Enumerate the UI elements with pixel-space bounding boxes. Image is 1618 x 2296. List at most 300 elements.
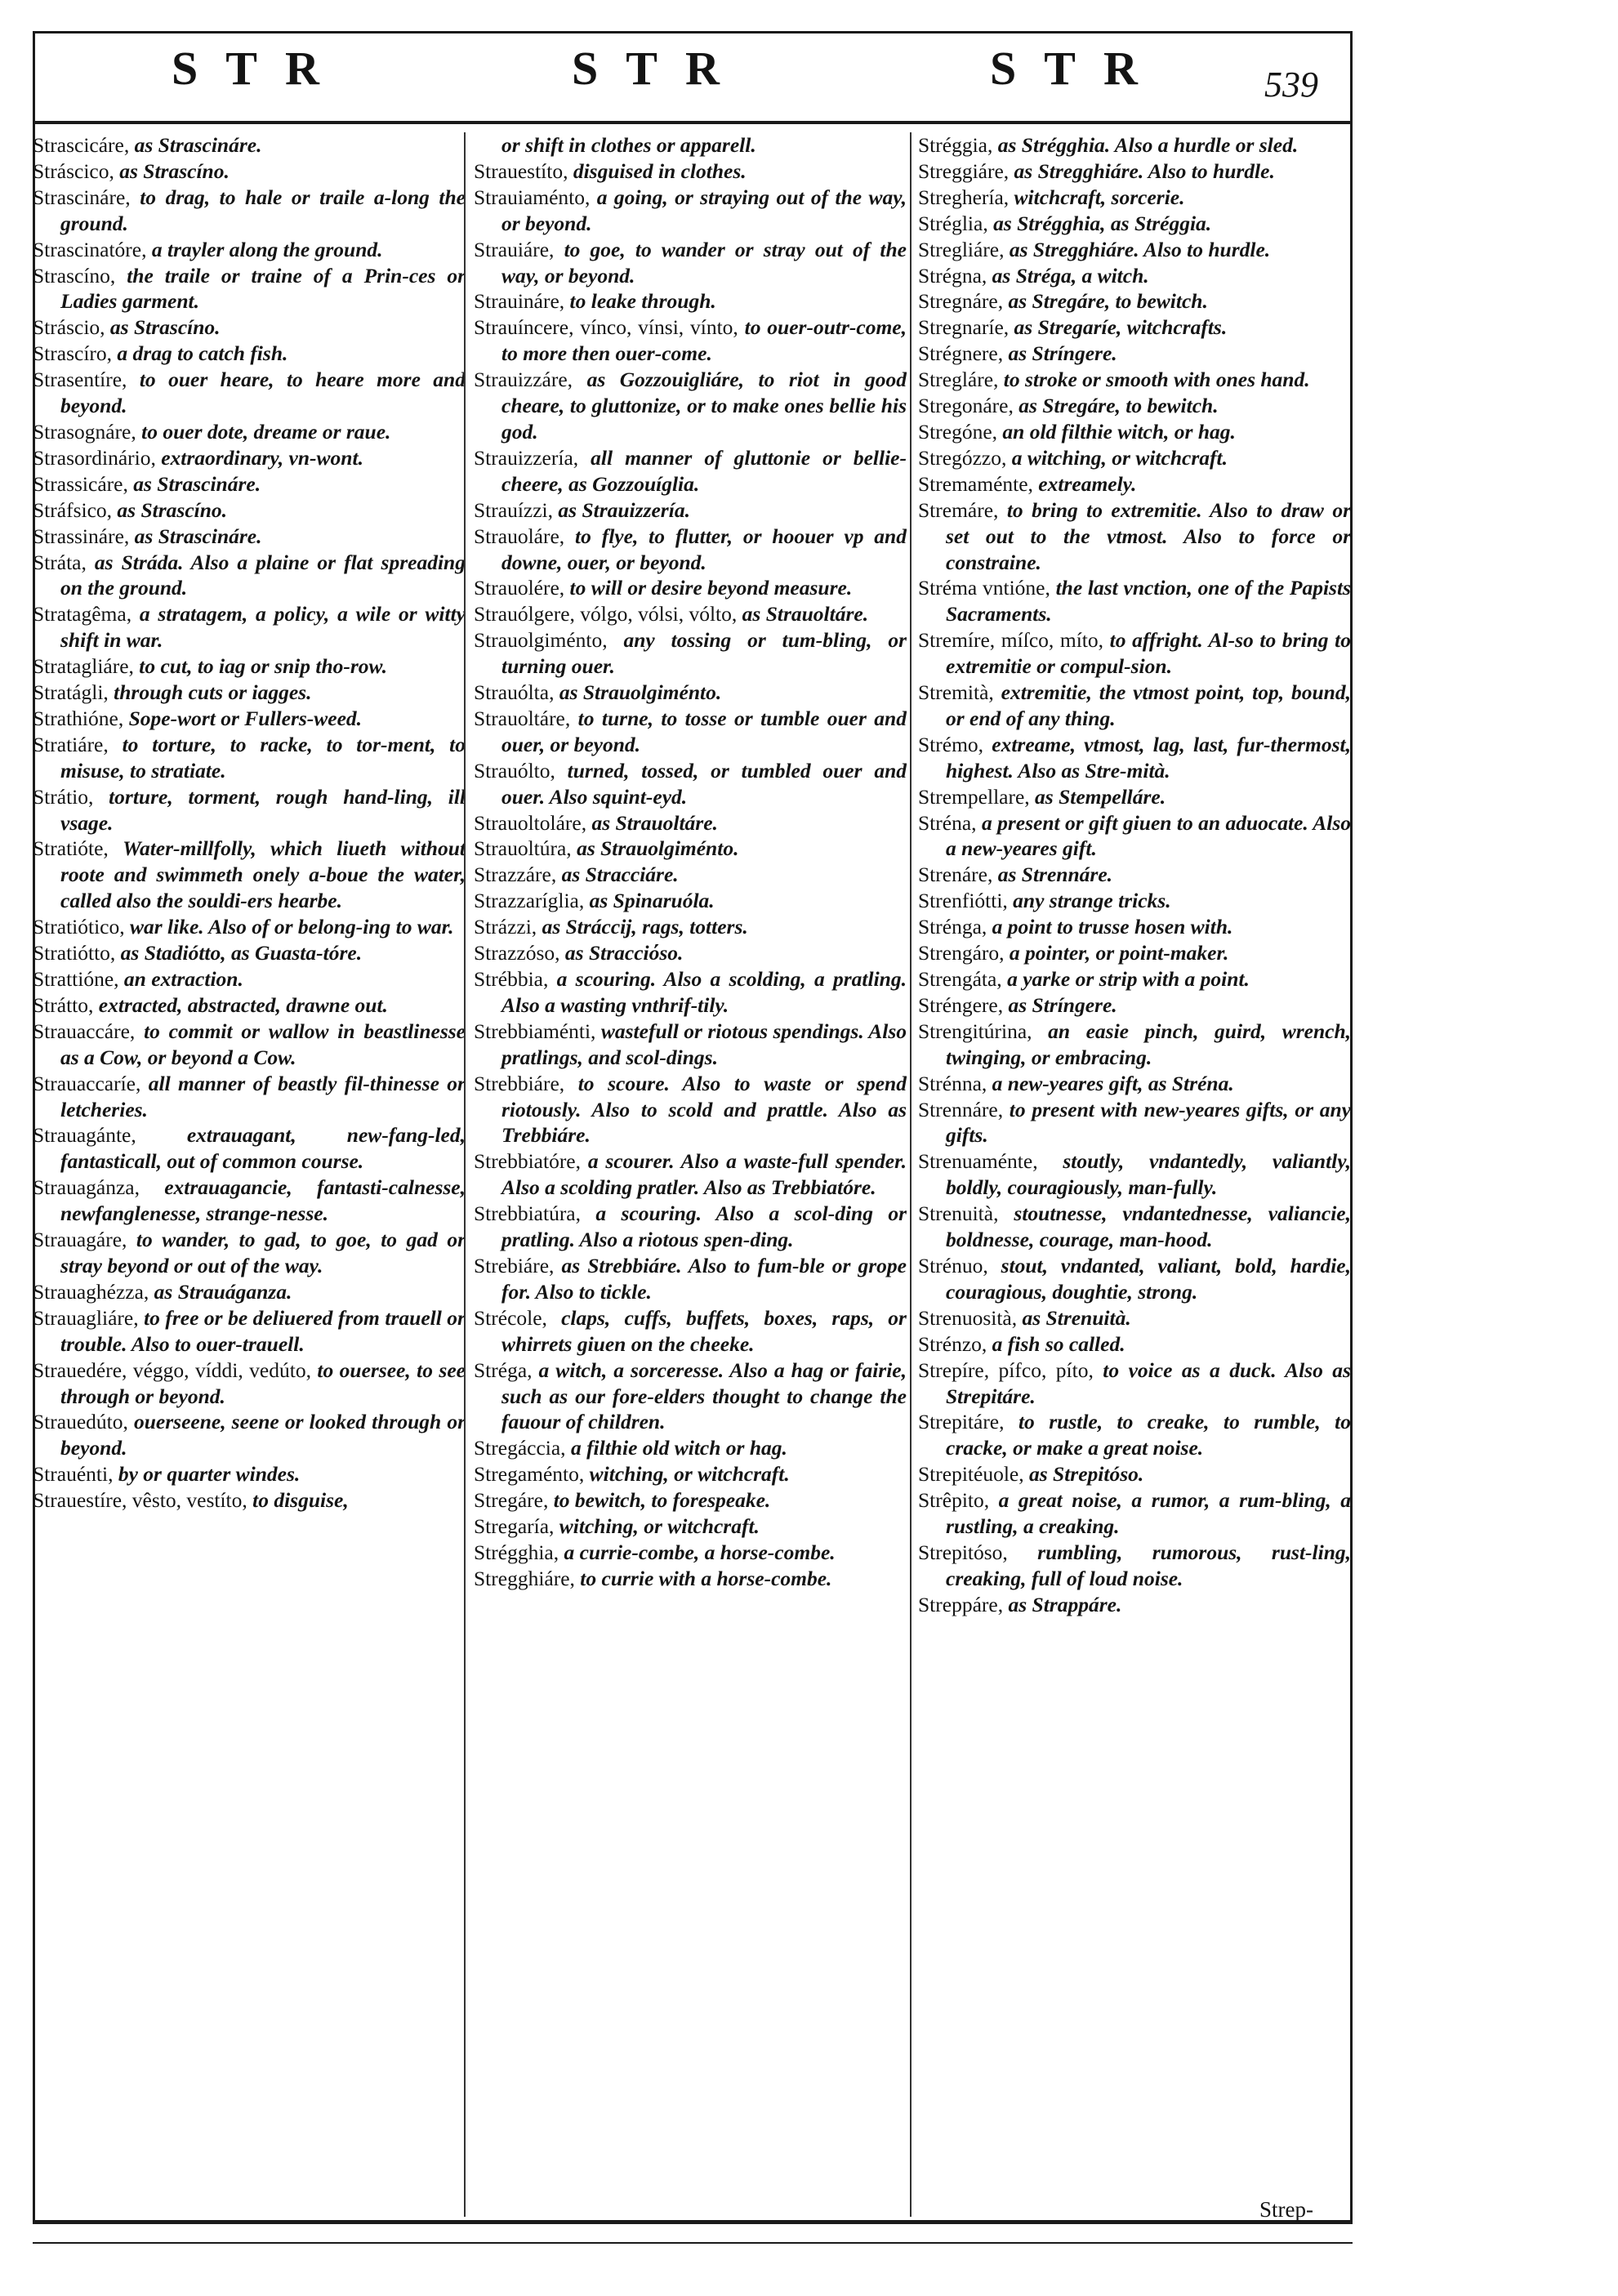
entry-headword: Strenfiótti, — [918, 889, 1014, 913]
entry-headword: Stratiótico, — [33, 915, 130, 939]
dictionary-entry — [33, 367, 466, 419]
dictionary-entry — [918, 1148, 1351, 1201]
entry-gloss: witching, or witchcraft. — [589, 1462, 790, 1487]
entry-headword: Strauíncere, víncο, vínsi, vínto, — [474, 315, 745, 340]
entry-headword: Stremíre, míſco, míto, — [918, 628, 1110, 653]
entry-gloss: extreamely. — [1038, 471, 1137, 496]
entry-headword: Strauaccáre, — [33, 1019, 145, 1043]
entry-gloss: as Strepitóso. — [1028, 1462, 1144, 1487]
dictionary-entry — [918, 1331, 1351, 1358]
entry-headword: Strenuità, — [918, 1201, 1014, 1226]
dictionary-entry — [474, 1019, 907, 1071]
dictionary-entry — [474, 1201, 907, 1253]
entry-gloss: as Strappáre. — [1008, 1592, 1122, 1616]
dictionary-entry — [33, 1122, 466, 1175]
dictionary-entry — [474, 888, 907, 914]
entry-gloss: or shift in clothes or apparell. — [501, 133, 756, 157]
entry-headword: Strenuaménte, — [918, 1149, 1063, 1174]
dictionary-entry — [33, 1279, 466, 1305]
entry-gloss: a witch, a sorceresse. Also a hag or fairie, such as our fore-elders thought to change the fauour of children. — [501, 1358, 907, 1434]
dictionary-entry — [918, 158, 1351, 185]
dictionary-entry — [918, 1409, 1351, 1461]
dictionary-entry — [33, 419, 466, 445]
entry-gloss: witchcraft, sorcerie. — [1014, 185, 1185, 209]
entry-gloss: as Strascíno. — [119, 158, 230, 183]
entry-gloss: as Strenuità. — [1022, 1305, 1131, 1330]
column-middle — [474, 132, 907, 2215]
entry-gloss: as Strauoltáre. — [591, 810, 718, 835]
dictionary-entry — [918, 732, 1351, 784]
entry-gloss: claps, cuffs, buffets, boxes, raps, or whirrets giuen on the cheeke. — [501, 1305, 907, 1356]
entry-headword: Stráfsico, — [33, 497, 118, 522]
entry-headword: Strénzo, — [918, 1331, 992, 1356]
entry-headword: Stréma vntióne, — [918, 576, 1056, 600]
entry-gloss: to torture, to racke, to tor-ment, to misuse, to stratiate. — [60, 732, 466, 782]
entry-headword: Strauedére, véggo, víddi, vedúto, — [33, 1358, 318, 1382]
entry-gloss: a present or gift giuen to an aduocate. Also a new-yeares gift. — [946, 810, 1351, 861]
bottom-rule — [33, 2242, 1353, 2244]
dictionary-entry — [918, 784, 1351, 810]
entry-gloss: as Strauáganza. — [154, 1279, 292, 1304]
entry-gloss: to ouer heare, to heare more and beyond. — [60, 368, 466, 418]
entry-gloss: as Stráccij, rags, totters. — [542, 915, 748, 939]
entry-headword: Streghería, — [918, 185, 1014, 209]
entry-gloss: as Strauolgiménto. — [577, 836, 739, 861]
entry-gloss: any tossing or tum-bling, or turning ouer. — [501, 628, 907, 679]
entry-headword: Strassicáre, — [33, 471, 134, 496]
entry-headword: Strénga, — [918, 915, 992, 939]
entry-headword: Strénuo, — [918, 1253, 1001, 1277]
entry-headword: Strascinatóre, — [33, 237, 152, 261]
dictionary-entry — [918, 1461, 1351, 1487]
entry-gloss: to voice as a duck. Also as Strepitáre. — [946, 1358, 1351, 1408]
entry-headword: Streggiáre, — [918, 158, 1014, 183]
entry-gloss: an extraction. — [123, 967, 243, 991]
entry-gloss: to drag, to hale or traile a-long the ground. — [60, 185, 466, 235]
entry-gloss: to bring to extremitie. Also to draw or set out to the vtmost. Also to force or constraine. — [946, 497, 1351, 574]
entry-headword: Stráscico, — [33, 158, 120, 183]
dictionary-entry — [33, 471, 466, 497]
dictionary-entry — [918, 1592, 1351, 1618]
dictionary-entry — [474, 1071, 907, 1149]
entry-headword: Strasognáre, — [33, 419, 142, 444]
entry-headword: Strascíno, — [33, 263, 127, 288]
dictionary-entry — [474, 627, 907, 680]
entry-headword: Strengáro, — [918, 941, 1010, 965]
entry-gloss: extremitie, the vtmost point, top, bound, or end of any thing. — [946, 680, 1351, 730]
entry-headword: Strattióne, — [33, 967, 124, 991]
entry-gloss: wastefull or riotous spendings. Also pratlings, and scol-dings. — [501, 1019, 907, 1069]
entry-gloss: as Strauizzería. — [558, 497, 690, 522]
dictionary-entry — [918, 185, 1351, 211]
dictionary-entry — [474, 1461, 907, 1487]
running-head-center: STR — [572, 42, 747, 95]
entry-gloss: Water-millfolly, which liueth without roote and swimmeth onely a-boue the water, called also the souldi-ers hearbe. — [60, 836, 466, 913]
entry-gloss: to leake through. — [569, 289, 716, 314]
entry-headword: Strauagliáre, — [33, 1305, 145, 1330]
dictionary-entry — [33, 601, 466, 653]
entry-gloss: to commit or wallow in beastlinesse as a Cow, or beyond a Cow. — [60, 1019, 466, 1069]
entry-gloss: as Gozzouigliáre, to riot in good cheare, to gluttonize, or to make ones bellie his god. — [501, 368, 907, 444]
running-head-left: STR — [172, 42, 347, 95]
entry-gloss: as Strégghia. Also a hurdle or sled. — [997, 133, 1299, 157]
entry-headword: Stregaría, — [474, 1514, 559, 1539]
entry-headword: Strengitúrina, — [918, 1019, 1049, 1043]
dictionary-entry — [33, 706, 466, 732]
entry-gloss: an old filthie witch, or hag. — [1002, 419, 1236, 444]
dictionary-entry — [474, 158, 907, 185]
entry-headword: Strepitéuole, — [918, 1462, 1029, 1487]
dictionary-entry — [474, 1253, 907, 1305]
entry-headword: Stratióte, — [33, 836, 123, 861]
entry-headword: Strasentíre, — [33, 368, 140, 392]
entry-headword: Stregghiáre, — [474, 1566, 581, 1590]
dictionary-entry — [918, 132, 1351, 158]
entry-headword: Strempellare, — [918, 784, 1036, 809]
entry-gloss: a point to trusse hosen with. — [992, 915, 1233, 939]
dictionary-entry — [33, 314, 466, 341]
dictionary-entry — [918, 914, 1351, 940]
entry-headword: Strauolgiménto, — [474, 628, 624, 653]
dictionary-entry — [474, 758, 907, 810]
entry-gloss: as Stríngere. — [1008, 992, 1117, 1017]
dictionary-entry — [918, 211, 1351, 237]
entry-headword: Strenáre, — [918, 863, 998, 887]
column-right — [918, 132, 1351, 2215]
entry-headword: Stráta, — [33, 550, 95, 574]
dictionary-entry — [33, 914, 466, 940]
dictionary-entry — [918, 1019, 1351, 1071]
entry-headword: Strassináre, — [33, 524, 135, 548]
dictionary-entry — [474, 1566, 907, 1592]
dictionary-entry — [918, 419, 1351, 445]
entry-gloss: to ouer dote, dreame or raue. — [141, 419, 391, 444]
entry-headword: Stregnaríe, — [918, 315, 1014, 340]
entry-headword: Strengáta, — [918, 967, 1008, 991]
entry-gloss: disguised in clothes. — [573, 158, 747, 183]
dictionary-entry — [918, 862, 1351, 888]
entry-gloss: as Strauolgiménto. — [559, 680, 722, 705]
entry-gloss: as Strebbiáre. Also to fum-ble or grope for. Also to tickle. — [501, 1253, 907, 1304]
entry-headword: Stregaménto, — [474, 1462, 590, 1487]
entry-gloss: all manner of beastly fil-thinesse or letcheries. — [60, 1071, 466, 1121]
entry-gloss: as Strascíno. — [109, 315, 221, 340]
dictionary-entry — [918, 263, 1351, 289]
entry-gloss: any strange tricks. — [1013, 889, 1171, 913]
dictionary-entry — [474, 367, 907, 445]
dictionary-entry — [33, 940, 466, 966]
entry-headword: Stregáccia, — [474, 1436, 571, 1460]
entry-gloss: to goe, to wander or stray out of the way, or beyond. — [501, 237, 907, 288]
dictionary-entry — [33, 1358, 466, 1410]
entry-headword: Strauináre, — [474, 289, 570, 314]
dictionary-entry — [33, 263, 466, 315]
dictionary-entry — [33, 237, 466, 263]
dictionary-entry — [33, 732, 466, 784]
entry-gloss: to wander, to gad, to goe, to gad or stray beyond or out of the way. — [60, 1228, 466, 1277]
dictionary-entry — [918, 471, 1351, 497]
entry-gloss: stoutnesse, vndantednesse, valiancie, boldnesse, courage, man-hood. — [946, 1201, 1351, 1252]
entry-headword: Strauoláre, — [474, 524, 576, 548]
entry-gloss: as Stríngere. — [1008, 341, 1117, 366]
entry-headword: Strazzóso, — [474, 941, 565, 965]
entry-headword: Strazzaríglia, — [474, 889, 590, 913]
entry-headword: Strebiáre, — [474, 1253, 562, 1277]
entry-headword: Strazzáre, — [474, 863, 562, 887]
entry-headword: Strécole, — [474, 1305, 562, 1330]
dictionary-entry — [474, 966, 907, 1019]
entry-headword: Strauízzi, — [474, 497, 559, 522]
entry-gloss: all manner of gluttonie or bellie-cheere, as Gozzouíglia. — [501, 445, 907, 496]
entry-headword: Stréglia, — [918, 211, 994, 235]
entry-headword: Stratagliáre, — [33, 654, 140, 679]
entry-gloss: as Stregáre, to bewitch. — [1008, 289, 1208, 314]
entry-gloss: torture, torment, rough hand-ling, ill vsage. — [60, 784, 466, 835]
dictionary-entry — [918, 1071, 1351, 1097]
dictionary-entry — [918, 497, 1351, 576]
entry-headword: Stremaménte, — [918, 471, 1039, 496]
entry-gloss: a currie-combe, a horse-combe. — [564, 1540, 836, 1564]
page-number: 539 — [1264, 65, 1318, 105]
dictionary-entry — [918, 1097, 1351, 1149]
dictionary-entry — [918, 367, 1351, 393]
entry-headword: Strepitáre, — [918, 1410, 1018, 1434]
entry-gloss: as Stempelláre. — [1035, 784, 1166, 809]
dictionary-entry — [474, 1540, 907, 1566]
dictionary-entry — [33, 341, 466, 367]
entry-headword: Stréggia, — [918, 133, 998, 157]
entry-gloss: a drag to catch fish. — [117, 341, 288, 366]
entry-gloss: a great noise, a rumor, a rum-bling, a rustling, a creaking. — [946, 1488, 1351, 1539]
entry-gloss: a new-yeares gift, as Stréna. — [992, 1071, 1234, 1095]
dictionary-entry — [33, 1305, 466, 1358]
entry-gloss: a scouring. Also a scolding, a pratling. Also a wasting vnthrif-tily. — [501, 967, 907, 1017]
entry-headword: Stratágli, — [33, 680, 114, 705]
entry-headword: Stregáre, — [474, 1488, 554, 1513]
dictionary-entry — [918, 1305, 1351, 1331]
entry-headword: Strénna, — [918, 1071, 992, 1095]
dictionary-entry — [33, 653, 466, 680]
entry-headword: Strauoltáre, — [474, 706, 578, 730]
dictionary-entry — [918, 393, 1351, 419]
entry-headword: Strasordinário, — [33, 445, 162, 470]
dictionary-entry — [33, 1409, 466, 1461]
entry-gloss: as Stracciáre. — [561, 863, 679, 887]
entry-headword: Strebbiáre, — [474, 1071, 578, 1095]
entry-headword: Strauólta, — [474, 680, 559, 705]
dictionary-entry — [33, 784, 466, 836]
entry-gloss: as Strauoltáre. — [742, 602, 869, 626]
entry-gloss: to ouer-outr-come, to more then ouer-come. — [501, 315, 907, 366]
dictionary-entry — [474, 680, 907, 706]
entry-gloss: to disguise, — [252, 1488, 349, 1513]
dictionary-entry — [918, 1253, 1351, 1305]
entry-headword: Strauestíre, vêsto, vestíto, — [33, 1488, 253, 1513]
dictionary-entry — [33, 185, 466, 237]
entry-headword: Strauaghézza, — [33, 1279, 154, 1304]
dictionary-entry — [33, 550, 466, 602]
dictionary-entry — [474, 810, 907, 836]
entry-headword: Strauestíto, — [474, 158, 573, 183]
dictionary-entry — [33, 836, 466, 914]
dictionary-entry — [474, 836, 907, 862]
entry-gloss: as Stadiótto, as Guasta-tóre. — [120, 941, 363, 965]
dictionary-entry — [918, 966, 1351, 992]
dictionary-entry — [33, 524, 466, 550]
dictionary-entry — [474, 706, 907, 758]
entry-headword: Strathióne, — [33, 706, 129, 730]
entry-gloss: extracted, abstracted, drawne out. — [98, 992, 388, 1017]
dictionary-entry — [474, 1514, 907, 1540]
entry-gloss: ouerseene, seene or looked through or beyond. — [60, 1410, 466, 1460]
entry-gloss: a going, or straying out of the way, or beyond. — [501, 185, 907, 235]
dictionary-entry — [918, 888, 1351, 914]
entry-gloss: as Stracciόso. — [564, 941, 684, 965]
dictionary-entry — [474, 1148, 907, 1201]
entry-headword: Stratiáre, — [33, 732, 123, 756]
dictionary-entry — [474, 185, 907, 237]
entry-gloss: a scourer. Also a waste-full spender. Also a scolding pratler. Also as Trebbiatóre. — [501, 1149, 907, 1200]
dictionary-entry — [474, 497, 907, 524]
entry-headword: Strauiaménto, — [474, 185, 597, 209]
dictionary-entry — [33, 132, 466, 158]
entry-gloss: to rustle, to creake, to rumble, to cracke, or make a great noise. — [946, 1410, 1351, 1460]
dictionary-entry — [474, 1358, 907, 1436]
entry-headword: Strauizzáre, — [474, 368, 587, 392]
entry-gloss: extraordinary, vn-wont. — [161, 445, 363, 470]
entry-headword: Strebbiaménti, — [474, 1019, 601, 1043]
entry-headword: Stráscio, — [33, 315, 110, 340]
entry-gloss: rumbling, rumorous, rust-ling, creaking, full of loud noise. — [946, 1540, 1351, 1590]
entry-gloss: extrauagancie, fantasti-calnesse, newfanglenesse, strange-nesse. — [60, 1175, 466, 1226]
entry-headword: Strauedúto, — [33, 1410, 134, 1434]
entry-gloss: to cut, to iag or snip tho-row. — [139, 654, 387, 679]
entry-headword: Strauénti, — [33, 1462, 118, 1487]
entry-headword: Stregliáre, — [918, 237, 1010, 261]
dictionary-entry — [33, 1071, 466, 1123]
dictionary-entry — [918, 810, 1351, 863]
entry-headword: Stréga, — [474, 1358, 539, 1382]
dictionary-entry — [918, 1201, 1351, 1253]
entry-gloss: to affright. Al-so to bring to extremitie or compul-sion. — [946, 628, 1351, 679]
entry-gloss: as Spinaruóla. — [589, 889, 715, 913]
dictionary-entry — [918, 1540, 1351, 1592]
dictionary-entry — [474, 601, 907, 627]
entry-headword: Stremità, — [918, 680, 1001, 705]
dictionary-entry — [33, 497, 466, 524]
entry-headword: Strebbiatúra, — [474, 1201, 596, 1226]
entry-headword: Strauagáre, — [33, 1228, 136, 1252]
entry-headword: Stréngere, — [918, 992, 1009, 1017]
entry-headword: Strauolére, — [474, 576, 570, 600]
dictionary-entry — [918, 1358, 1351, 1410]
dictionary-entry — [474, 314, 907, 367]
entry-headword: Strauagánte, — [33, 1123, 187, 1148]
entry-headword: Strauizzería, — [474, 445, 591, 470]
entry-headword: Strauólto, — [474, 758, 568, 782]
dictionary-entry — [918, 237, 1351, 263]
entry-gloss: to scoure. Also to waste or spend riotously. Also to scold and prattle. Also as Trebbiáre. — [501, 1071, 907, 1148]
dictionary-entry — [918, 680, 1351, 732]
entry-headword: Stregóne, — [918, 419, 1003, 444]
dictionary-entry — [33, 992, 466, 1019]
column-divider-2 — [910, 132, 912, 2217]
entry-headword: Strégna, — [918, 263, 992, 288]
dictionary-entry — [474, 1487, 907, 1514]
entry-headword: Strauagánza, — [33, 1175, 165, 1200]
entry-gloss: a pointer, or point-maker. — [1009, 941, 1229, 965]
dictionary-entry — [474, 914, 907, 940]
entry-headword: Stremáre, — [918, 497, 1007, 522]
header-rule — [33, 121, 1353, 124]
entry-gloss: as Strascináre. — [133, 471, 261, 496]
dictionary-entry — [33, 966, 466, 992]
entry-gloss: to present with new-yeares gifts, or any gifts. — [946, 1097, 1351, 1148]
entry-headword: Strenuosità, — [918, 1305, 1023, 1330]
entry-gloss: as Stráda. Also a plaine or flat spreading on the ground. — [60, 550, 466, 600]
entry-headword: Strémo, — [918, 732, 992, 756]
entry-gloss: witching, or witchcraft. — [559, 1514, 760, 1539]
entry-gloss: the traile or traine of a Prin-ces or Ladies garment. — [60, 263, 466, 314]
entry-headword: Strêpito, — [918, 1488, 999, 1513]
dictionary-entry — [918, 314, 1351, 341]
entry-gloss: a scouring. Also a scol-ding or pratling. Also a riotous spen-ding. — [501, 1201, 907, 1252]
entry-gloss: as Strennáre. — [997, 863, 1113, 887]
entry-headword: Strénа, — [918, 810, 982, 835]
entry-headword: Stregnáre, — [918, 289, 1009, 314]
entry-gloss: to will or desire beyond measure. — [569, 576, 853, 600]
entry-gloss: as Stregghiáre. Also to hurdle. — [1009, 237, 1271, 261]
entry-headword: Stratiótto, — [33, 941, 121, 965]
dictionary-entry — [474, 1435, 907, 1461]
entry-headword: Strauoltúra, — [474, 836, 577, 861]
dictionary-entry — [474, 1305, 907, 1358]
dictionary-entry — [474, 445, 907, 497]
entry-gloss: war like. Also of or belong-ing to war. — [129, 915, 454, 939]
dictionary-entry — [474, 575, 907, 601]
dictionary-entry — [33, 158, 466, 185]
entry-gloss: as Stregaríe, witchcrafts. — [1014, 315, 1228, 340]
dictionary-entry — [33, 445, 466, 471]
entry-gloss: a witching, or witchcraft. — [1011, 445, 1228, 470]
entry-headword: Strepíre, pífco, píto, — [918, 1358, 1103, 1382]
entry-headword: Strepitóso, — [918, 1540, 1038, 1564]
entry-gloss: as Stregáre, to bewitch. — [1018, 394, 1219, 418]
dictionary-entry — [918, 940, 1351, 966]
dictionary-entry — [918, 992, 1351, 1019]
dictionary-entry — [33, 1487, 466, 1514]
dictionary-entry — [918, 288, 1351, 314]
entry-gloss: stoutly, vndantedly, valiantly, boldly, couragiously, man-fully. — [946, 1149, 1351, 1200]
entry-gloss: an easie pinch, guird, wrench, twinging, or embracing. — [946, 1019, 1351, 1069]
entry-headword: Stregonáre, — [918, 394, 1019, 418]
entry-gloss: to free or be deliuered from trauell or trouble. Also to ouer-trauell. — [60, 1305, 466, 1356]
entry-gloss: through cuts or iagges. — [114, 680, 312, 705]
entry-gloss: turned, tossed, or tumbled ouer and ouer. Also squint-eyd. — [501, 758, 907, 809]
dictionary-entry — [33, 680, 466, 706]
dictionary-entry — [918, 445, 1351, 471]
entry-headword: Strascíro, — [33, 341, 118, 366]
entry-headword: Strázzi, — [474, 915, 542, 939]
entry-gloss: the last vnction, one of the Papists Sacraments. — [946, 576, 1351, 626]
entry-gloss: by or quarter windes. — [118, 1462, 301, 1487]
entry-gloss: as Strégghia, as Stréggia. — [993, 211, 1212, 235]
entry-gloss: to turne, to tosse or tumble ouer and ouer, or beyond. — [501, 706, 907, 756]
dictionary-entry — [918, 627, 1351, 680]
dictionary-entry — [33, 1227, 466, 1279]
dictionary-entry — [474, 524, 907, 576]
dictionary-entry — [474, 237, 907, 289]
